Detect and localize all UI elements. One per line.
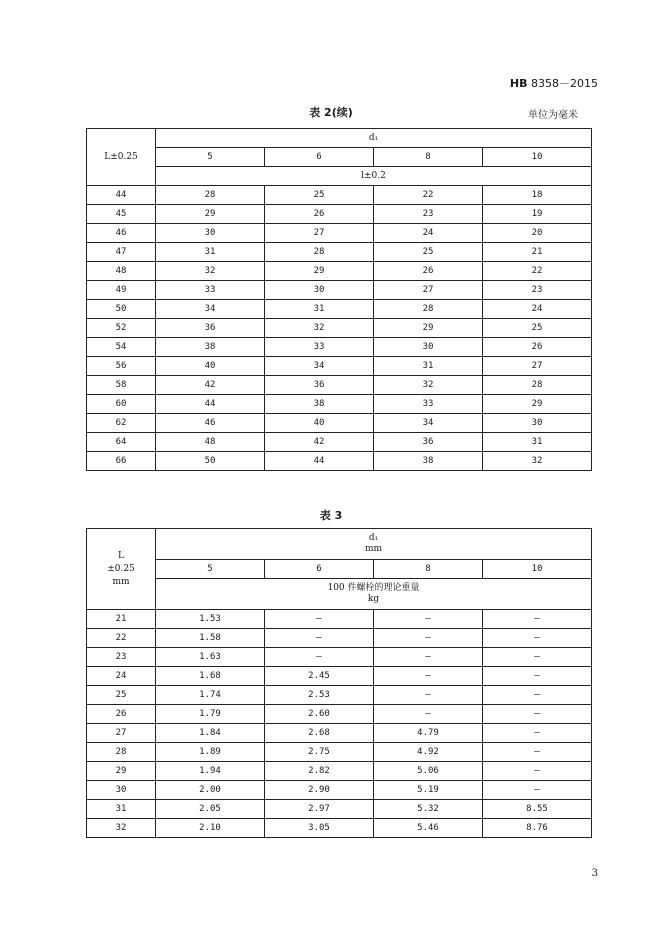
value-cell: 25 xyxy=(374,243,483,262)
value-cell: 4.79 xyxy=(374,724,483,743)
length-cell: 49 xyxy=(87,281,156,300)
value-cell: — xyxy=(374,686,483,705)
value-cell: — xyxy=(483,667,592,686)
value-cell: 31 xyxy=(483,433,592,452)
length-cell: 46 xyxy=(87,224,156,243)
length-cell: 27 xyxy=(87,724,156,743)
table-row xyxy=(87,705,592,724)
value-cell: 25 xyxy=(483,319,592,338)
length-header: L±0.25 xyxy=(87,129,156,186)
table-row xyxy=(87,262,592,281)
value-cell: — xyxy=(483,648,592,667)
value-cell: 27 xyxy=(483,357,592,376)
diameter-col: 6 xyxy=(265,560,374,579)
table-row xyxy=(87,686,592,705)
length-cell: 28 xyxy=(87,743,156,762)
length-cell: 25 xyxy=(87,686,156,705)
table-row xyxy=(87,395,592,414)
value-cell: 22 xyxy=(483,262,592,281)
value-cell: 28 xyxy=(483,376,592,395)
weight-title: 100 件螺栓的理论重量 xyxy=(327,583,420,593)
value-cell: 36 xyxy=(265,376,374,395)
table-2 xyxy=(86,128,592,471)
value-cell: 40 xyxy=(156,357,265,376)
value-cell: — xyxy=(483,686,592,705)
value-cell: — xyxy=(483,610,592,629)
value-cell: — xyxy=(374,705,483,724)
weight-unit: kg xyxy=(367,594,380,604)
table-row xyxy=(87,800,592,819)
page-number: 3 xyxy=(591,868,598,879)
value-cell: — xyxy=(265,629,374,648)
table-row xyxy=(87,357,592,376)
diameter-col: 8 xyxy=(374,560,483,579)
value-cell: 2.53 xyxy=(265,686,374,705)
table-row xyxy=(87,376,592,395)
diameter-unit: mm xyxy=(364,544,383,554)
value-cell: 1.58 xyxy=(156,629,265,648)
value-cell: 26 xyxy=(374,262,483,281)
unit-note: 单位为毫米 xyxy=(528,110,578,121)
table-row xyxy=(87,452,592,471)
table-row xyxy=(87,319,592,338)
value-cell: 36 xyxy=(156,319,265,338)
value-cell: 38 xyxy=(265,395,374,414)
value-cell: 26 xyxy=(265,205,374,224)
length-unit: mm xyxy=(112,576,130,587)
value-cell: 48 xyxy=(156,433,265,452)
value-cell: 34 xyxy=(265,357,374,376)
value-cell: 20 xyxy=(483,224,592,243)
value-cell: 22 xyxy=(374,186,483,205)
value-cell: 8.55 xyxy=(483,800,592,819)
table-row xyxy=(87,414,592,433)
length-header xyxy=(87,529,156,610)
value-cell: 26 xyxy=(483,338,592,357)
diameter-col: 8 xyxy=(374,148,483,167)
length-cell: 30 xyxy=(87,781,156,800)
length-cell: 44 xyxy=(87,186,156,205)
value-cell: 1.89 xyxy=(156,743,265,762)
value-cell: 2.97 xyxy=(265,800,374,819)
value-cell: 2.68 xyxy=(265,724,374,743)
value-cell: 32 xyxy=(265,319,374,338)
value-cell: 46 xyxy=(156,414,265,433)
length-cell: 47 xyxy=(87,243,156,262)
table-row xyxy=(87,281,592,300)
length-cell: 31 xyxy=(87,800,156,819)
diameter-col: 6 xyxy=(265,148,374,167)
value-cell: 29 xyxy=(374,319,483,338)
value-cell: 23 xyxy=(483,281,592,300)
table-row xyxy=(87,205,592,224)
value-cell: 36 xyxy=(374,433,483,452)
diameter-header xyxy=(156,529,592,560)
table-row xyxy=(87,243,592,262)
diameter-col: 10 xyxy=(483,148,592,167)
table-row xyxy=(87,610,592,629)
value-cell: — xyxy=(374,667,483,686)
value-cell: — xyxy=(483,781,592,800)
value-cell: 42 xyxy=(156,376,265,395)
value-cell: 2.05 xyxy=(156,800,265,819)
standard-code: 8358－2015 xyxy=(531,77,598,90)
table-row xyxy=(87,186,592,205)
value-cell: 42 xyxy=(265,433,374,452)
value-cell: 4.92 xyxy=(374,743,483,762)
diameter-header: d₁ xyxy=(156,129,592,148)
value-cell: — xyxy=(483,705,592,724)
value-cell: 2.75 xyxy=(265,743,374,762)
length-cell: 50 xyxy=(87,300,156,319)
value-cell: 2.90 xyxy=(265,781,374,800)
value-cell: — xyxy=(265,610,374,629)
table-row xyxy=(87,300,592,319)
value-cell: 2.82 xyxy=(265,762,374,781)
value-cell: 19 xyxy=(483,205,592,224)
value-cell: 24 xyxy=(374,224,483,243)
value-cell: 30 xyxy=(156,224,265,243)
length-cell: 45 xyxy=(87,205,156,224)
value-cell: — xyxy=(374,648,483,667)
length-cell: 24 xyxy=(87,667,156,686)
value-cell: 1.68 xyxy=(156,667,265,686)
length-cell: 21 xyxy=(87,610,156,629)
length-cell: 52 xyxy=(87,319,156,338)
table-3-caption: 表 3 xyxy=(319,509,343,522)
table-row xyxy=(87,433,592,452)
standard-prefix: HB xyxy=(509,77,528,90)
value-cell: 29 xyxy=(483,395,592,414)
value-cell: 24 xyxy=(483,300,592,319)
weight-header xyxy=(156,579,592,610)
length-cell: 62 xyxy=(87,414,156,433)
value-cell: — xyxy=(374,610,483,629)
length-symbol: L xyxy=(118,550,124,561)
value-cell: 2.00 xyxy=(156,781,265,800)
length-cell: 66 xyxy=(87,452,156,471)
value-cell: 1.94 xyxy=(156,762,265,781)
length-tolerance: ±0.25 xyxy=(107,563,135,574)
value-cell: 1.53 xyxy=(156,610,265,629)
value-cell: 31 xyxy=(265,300,374,319)
value-cell: 33 xyxy=(156,281,265,300)
value-cell: 23 xyxy=(374,205,483,224)
value-cell: 34 xyxy=(156,300,265,319)
length-cell: 54 xyxy=(87,338,156,357)
diameter-symbol: d₁ xyxy=(368,533,379,543)
value-cell: 27 xyxy=(374,281,483,300)
value-cell: 33 xyxy=(265,338,374,357)
value-cell: 5.46 xyxy=(374,819,483,838)
value-cell: 21 xyxy=(483,243,592,262)
value-cell: — xyxy=(374,629,483,648)
value-cell: 29 xyxy=(265,262,374,281)
value-cell: 32 xyxy=(156,262,265,281)
value-cell: 27 xyxy=(265,224,374,243)
table-row xyxy=(87,743,592,762)
value-cell: 44 xyxy=(265,452,374,471)
length-cell: 29 xyxy=(87,762,156,781)
value-cell: 1.84 xyxy=(156,724,265,743)
value-cell: 38 xyxy=(374,452,483,471)
value-cell: — xyxy=(483,762,592,781)
table-row xyxy=(87,338,592,357)
value-cell: 31 xyxy=(156,243,265,262)
value-cell: 25 xyxy=(265,186,374,205)
value-cell: 32 xyxy=(374,376,483,395)
value-cell: 44 xyxy=(156,395,265,414)
table-3 xyxy=(86,528,592,838)
table-row xyxy=(87,629,592,648)
value-cell: 33 xyxy=(374,395,483,414)
value-cell: — xyxy=(483,724,592,743)
table-2-caption: 表 2(续) xyxy=(309,106,353,119)
value-cell: 50 xyxy=(156,452,265,471)
value-cell: 5.32 xyxy=(374,800,483,819)
value-cell: 1.74 xyxy=(156,686,265,705)
value-cell: 1.79 xyxy=(156,705,265,724)
value-cell: 18 xyxy=(483,186,592,205)
value-cell: 30 xyxy=(483,414,592,433)
value-cell: 5.19 xyxy=(374,781,483,800)
length-cell: 48 xyxy=(87,262,156,281)
value-cell: 1.63 xyxy=(156,648,265,667)
value-cell: 2.60 xyxy=(265,705,374,724)
length-cell: 26 xyxy=(87,705,156,724)
table-row xyxy=(87,648,592,667)
table-row xyxy=(87,781,592,800)
value-cell: 31 xyxy=(374,357,483,376)
length-cell: 23 xyxy=(87,648,156,667)
diameter-col: 5 xyxy=(156,560,265,579)
value-cell: 2.45 xyxy=(265,667,374,686)
length-cell: 32 xyxy=(87,819,156,838)
standard-number xyxy=(510,75,598,91)
value-cell: 28 xyxy=(156,186,265,205)
value-cell: 2.10 xyxy=(156,819,265,838)
value-cell: 29 xyxy=(156,205,265,224)
length-cell: 58 xyxy=(87,376,156,395)
value-cell: 3.05 xyxy=(265,819,374,838)
length-cell: 56 xyxy=(87,357,156,376)
value-cell: 32 xyxy=(483,452,592,471)
value-cell: 28 xyxy=(374,300,483,319)
length-cell: 22 xyxy=(87,629,156,648)
value-cell: 5.06 xyxy=(374,762,483,781)
table-row xyxy=(87,762,592,781)
table-row xyxy=(87,224,592,243)
diameter-col: 10 xyxy=(483,560,592,579)
value-cell: 30 xyxy=(265,281,374,300)
value-cell: 8.76 xyxy=(483,819,592,838)
value-cell: 34 xyxy=(374,414,483,433)
table-row xyxy=(87,667,592,686)
value-cell: 28 xyxy=(265,243,374,262)
value-cell: — xyxy=(483,629,592,648)
value-cell: 30 xyxy=(374,338,483,357)
value-cell: — xyxy=(483,743,592,762)
value-cell: 38 xyxy=(156,338,265,357)
thread-length-header: l±0.2 xyxy=(156,167,592,186)
length-cell: 60 xyxy=(87,395,156,414)
length-cell: 64 xyxy=(87,433,156,452)
value-cell: — xyxy=(265,648,374,667)
diameter-col: 5 xyxy=(156,148,265,167)
table-row xyxy=(87,724,592,743)
value-cell: 40 xyxy=(265,414,374,433)
table-row xyxy=(87,819,592,838)
